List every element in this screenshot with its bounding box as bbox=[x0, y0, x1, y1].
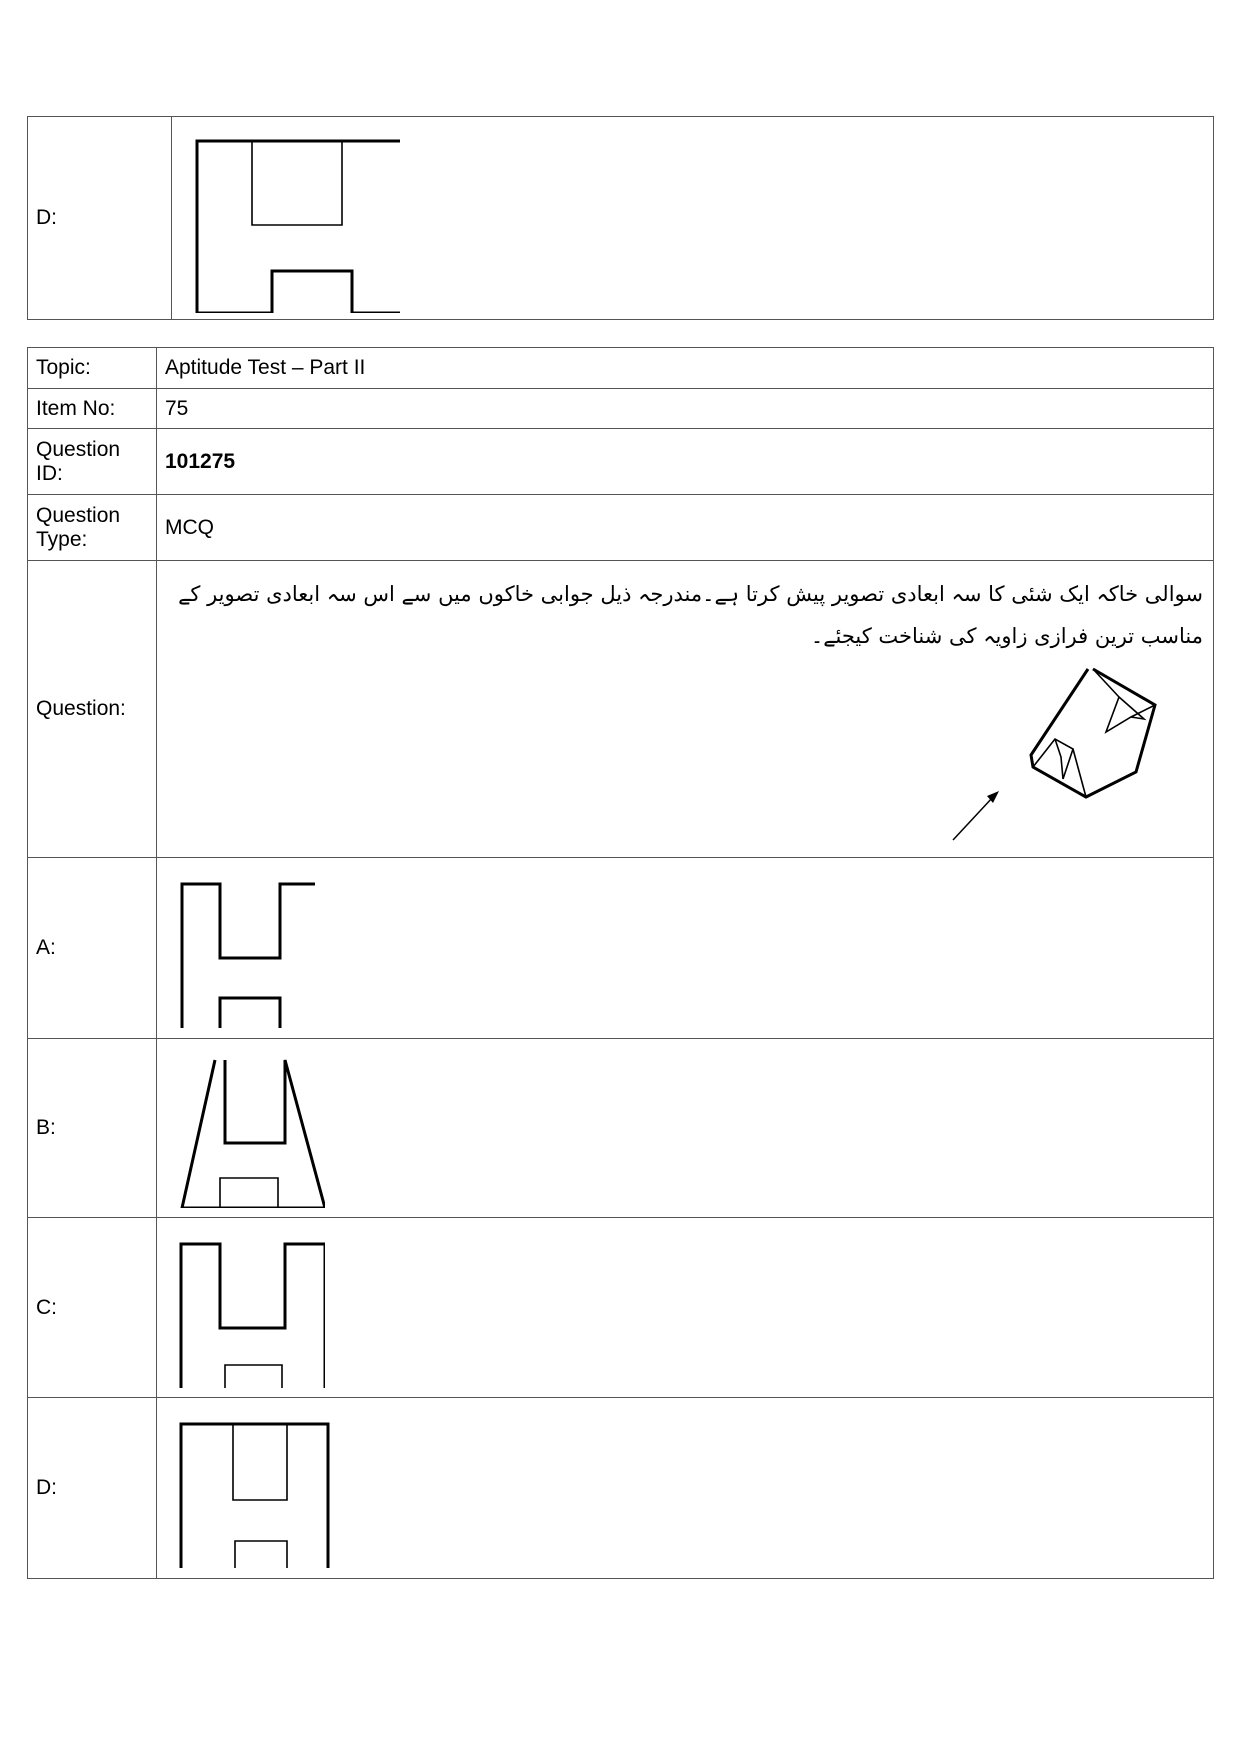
question-type-label: Question Type: bbox=[28, 495, 157, 561]
option-b-figure bbox=[165, 1048, 325, 1208]
previous-item-table bbox=[27, 116, 1214, 320]
option-label: D: bbox=[28, 117, 172, 320]
option-a-label: A: bbox=[28, 858, 157, 1039]
option-b-figure-cell[interactable] bbox=[157, 1039, 1214, 1218]
option-c-figure-cell[interactable] bbox=[157, 1218, 1214, 1398]
question-label: Question: bbox=[28, 561, 157, 858]
option-a-figure bbox=[165, 868, 315, 1028]
option-d-label: D: bbox=[28, 1398, 157, 1579]
item-no-row bbox=[28, 389, 1214, 429]
question-text: سوالی خاکہ ایک شئی کا سہ ابعادی تصویر پیش کرتا ہے۔مندرجہ ذیل جوابی خاکوں میں سے اس سہ ابعادی تصویر کے مناسب ترین فرازی زاویہ کی شناخت کیجئے۔ bbox=[178, 582, 1203, 648]
topic-value: Aptitude Test – Part II bbox=[157, 348, 1214, 389]
option-c-label: C: bbox=[28, 1218, 157, 1398]
question-row bbox=[28, 561, 1214, 858]
question-cell bbox=[157, 561, 1214, 858]
option-a-figure-cell[interactable] bbox=[157, 858, 1214, 1039]
option-c-figure bbox=[165, 1228, 325, 1388]
question-type-value: MCQ bbox=[157, 495, 1214, 561]
option-row-d-previous bbox=[28, 117, 1214, 320]
question-item-table bbox=[27, 347, 1214, 1579]
question-figure-wrap bbox=[167, 657, 1203, 857]
option-figure-cell bbox=[172, 117, 1214, 320]
topic-label: Topic: bbox=[28, 348, 157, 389]
option-d-figure bbox=[165, 1408, 335, 1568]
option-row-d[interactable] bbox=[28, 1398, 1214, 1579]
option-row-b[interactable] bbox=[28, 1039, 1214, 1218]
option-b-label: B: bbox=[28, 1039, 157, 1218]
question-type-row bbox=[28, 495, 1214, 561]
question-id-label: Question ID: bbox=[28, 429, 157, 495]
item-no-label: Item No: bbox=[28, 389, 157, 429]
option-row-a[interactable] bbox=[28, 858, 1214, 1039]
question-id-row bbox=[28, 429, 1214, 495]
option-row-c[interactable] bbox=[28, 1218, 1214, 1398]
option-d-figure-cell[interactable] bbox=[157, 1398, 1214, 1579]
question-id-value: 101275 bbox=[157, 429, 1214, 495]
option-d-previous-figure bbox=[180, 123, 400, 313]
topic-row bbox=[28, 348, 1214, 389]
isometric-object-figure bbox=[943, 657, 1203, 857]
item-no-value: 75 bbox=[157, 389, 1214, 429]
